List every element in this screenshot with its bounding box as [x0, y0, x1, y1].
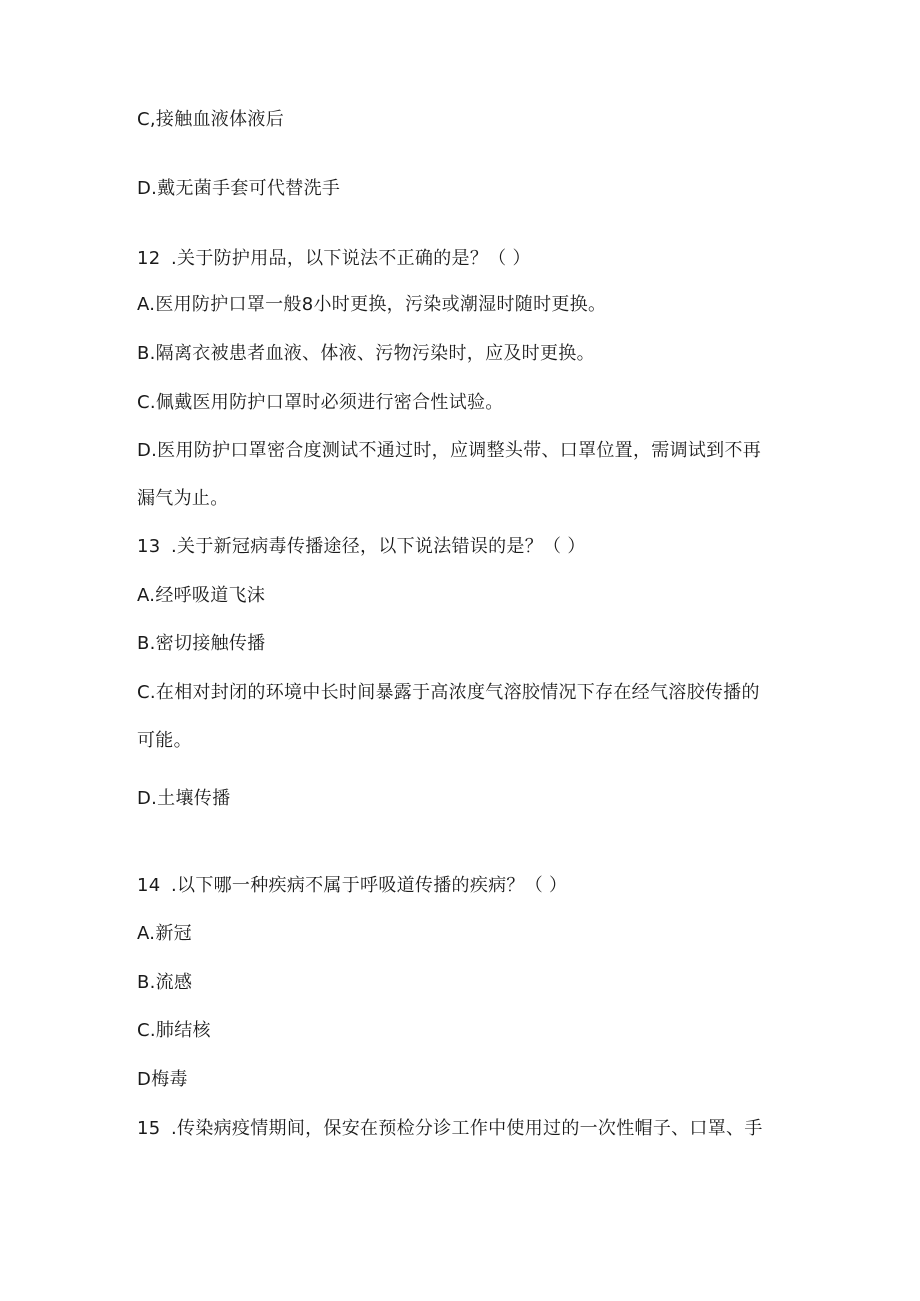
option-text: A.经呼吸道飞沫: [137, 585, 266, 606]
option-text: D.戴无菌手套可代替洗手: [137, 178, 341, 199]
question-number: 15: [137, 1118, 161, 1139]
option-text: D.医用防护口罩密合度测试不通过时，应调整头带、口罩位置，需调试到不再: [137, 440, 762, 461]
option-text: B.隔离衣被患者血液、体液、污物污染时，应及时更换。: [137, 343, 595, 364]
option-text: C,接触血液体液后: [137, 109, 284, 130]
question-stem: [137, 535, 586, 559]
option-text: A.新冠: [137, 923, 192, 944]
option-text: C.在相对封闭的环境中长时间暴露于高浓度气溶胶情况下存在经气溶胶传播的: [137, 682, 760, 703]
question-number: 14: [137, 875, 161, 896]
option-text: B.流感: [137, 972, 193, 993]
question-number: 13: [137, 536, 161, 557]
option-text: C.肺结核: [137, 1020, 211, 1041]
question-text: .关于新冠病毒传播途径，以下说法错误的是？（ ）: [171, 536, 586, 557]
question-number: 12: [137, 248, 161, 269]
question-text: .以下哪一种疾病不属于呼吸道传播的疾病？（ ）: [171, 875, 568, 896]
option-text: 可能。: [137, 730, 192, 751]
question-text: .关于防护用品，以下说法不正确的是？（ ）: [171, 248, 531, 269]
option-text: D.土壤传播: [137, 788, 231, 809]
option-text: D梅毒: [137, 1069, 188, 1090]
question-stem: [137, 1117, 763, 1141]
question-text: .传染病疫情期间，保安在预检分诊工作中使用过的一次性帽子、口罩、手: [171, 1118, 763, 1139]
option-text: B.密切接触传播: [137, 633, 266, 654]
question-stem: [137, 247, 531, 271]
option-text: A.医用防护口罩一般8小时更换，污染或潮湿时随时更换。: [137, 294, 607, 315]
question-stem: [137, 874, 567, 898]
option-text: C.佩戴医用防护口罩时必须进行密合性试验。: [137, 392, 504, 413]
option-text: 漏气为止。: [137, 488, 229, 509]
